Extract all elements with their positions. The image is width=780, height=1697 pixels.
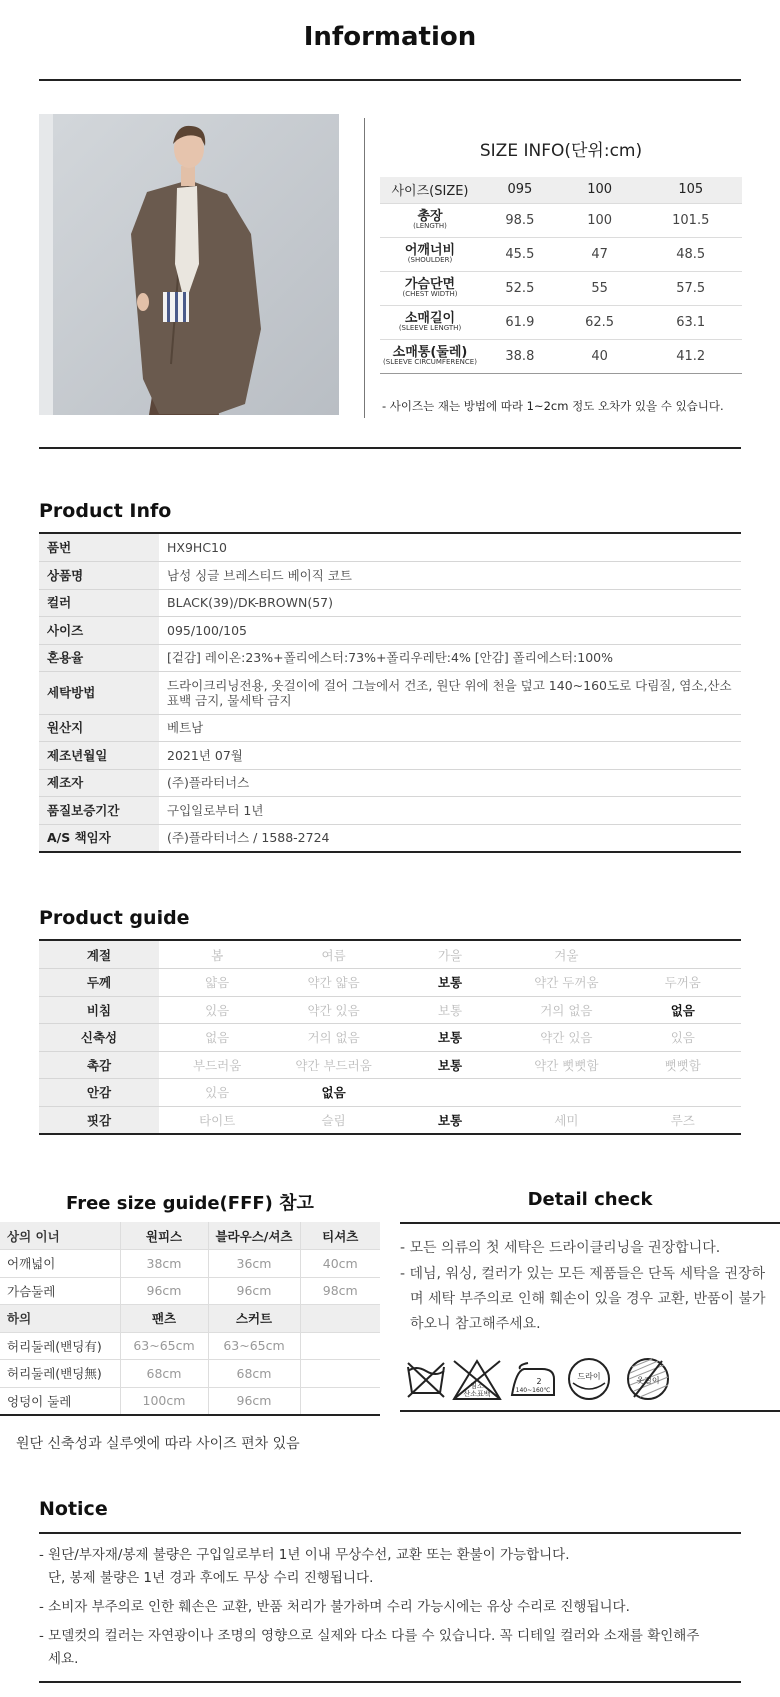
- free-size-note: 원단 신축성과 실루엣에 따라 사이즈 편차 있음: [16, 1436, 300, 1452]
- free-size-label: 어깨넓이: [0, 1250, 120, 1278]
- free-size-cell: 96cm: [208, 1277, 300, 1305]
- free-size-cell: 40cm: [300, 1250, 380, 1278]
- size-label-en: (SLEEVE LENGTH): [398, 324, 462, 333]
- size-value: 40: [560, 339, 640, 373]
- size-value: 61.9: [480, 305, 560, 339]
- table-row: [39, 644, 741, 671]
- free-size-cell: [300, 1332, 380, 1360]
- guide-option: 슬림: [275, 1106, 391, 1134]
- table-row: [39, 714, 741, 741]
- free-size-row: [0, 1222, 380, 1250]
- size-value: 101.5: [639, 203, 742, 237]
- product-info-title: Product Info: [39, 500, 172, 522]
- iron-icon: [512, 1363, 554, 1395]
- size-row-label: [380, 305, 480, 339]
- dry-label: 드라이: [577, 1372, 601, 1381]
- guide-row: [39, 969, 741, 997]
- size-header-cell: 사이즈(SIZE): [380, 177, 480, 203]
- size-value: 52.5: [480, 271, 560, 305]
- guide-option: 있음: [159, 1079, 275, 1107]
- hanger-dry-icon: [628, 1359, 668, 1399]
- care-icons: [404, 1355, 694, 1409]
- free-size-row: [0, 1332, 380, 1360]
- size-row-label: [380, 339, 480, 373]
- size-label-en: (CHEST WIDTH): [402, 290, 458, 299]
- guide-option: 보통: [392, 996, 508, 1024]
- guide-option: 약간 두꺼움: [508, 969, 624, 997]
- size-label-en: (SLEEVE CIRCUMFERENCE): [383, 358, 477, 367]
- notice-line: 단, 봉제 불량은 1년 경과 후에도 무상 수리 진행됩니다.: [48, 1570, 374, 1586]
- detail-line: 하오니 참고해주세요.: [410, 1316, 541, 1332]
- guide-option: 약간 부드러움: [275, 1051, 391, 1079]
- info-key: 품번: [39, 534, 159, 561]
- guide-option: 약간 있음: [275, 996, 391, 1024]
- guide-option: 있음: [159, 996, 275, 1024]
- guide-option: 없음: [159, 1024, 275, 1052]
- free-size-cell: 68cm: [208, 1360, 300, 1388]
- size-label-ko: 총장: [417, 208, 443, 224]
- free-size-cell: 98cm: [300, 1277, 380, 1305]
- guide-option: 약간 뻣뻣함: [508, 1051, 624, 1079]
- bleach-label: 염소 산소표백: [463, 1382, 491, 1398]
- info-key: 혼용율: [39, 644, 159, 671]
- info-key: 제조년월일: [39, 741, 159, 769]
- info-key: 세탁방법: [39, 671, 159, 714]
- size-value: 63.1: [639, 305, 742, 339]
- free-size-cell: 팬츠: [120, 1305, 208, 1333]
- detail-line: - 모든 의류의 첫 세탁은 드라이클리닝을 권장합니다.: [400, 1240, 721, 1256]
- notice-title: Notice: [39, 1498, 108, 1520]
- guide-key: 계절: [39, 941, 159, 969]
- guide-option: 거의 없음: [275, 1024, 391, 1052]
- size-row-label: [380, 271, 480, 305]
- divider: [39, 447, 741, 449]
- guide-option: 약간 얇음: [275, 969, 391, 997]
- table-row: [39, 534, 741, 561]
- size-label-ko: 가슴단면: [404, 276, 456, 292]
- free-size-cell: 블라우스/셔츠: [208, 1222, 300, 1250]
- info-key: 원산지: [39, 714, 159, 741]
- guide-option: 부드러움: [159, 1051, 275, 1079]
- size-row: [380, 305, 742, 339]
- info-value: 남성 싱글 브레스티드 베이직 코트: [159, 561, 741, 589]
- guide-option: 약간 있음: [508, 1024, 624, 1052]
- free-size-cell: 68cm: [120, 1360, 208, 1388]
- size-label-en: (LENGTH): [413, 222, 447, 231]
- size-row: [380, 203, 742, 237]
- size-info-title: SIZE INFO(단위:cm): [479, 141, 643, 161]
- info-key: 상품명: [39, 561, 159, 589]
- info-value: HX9HC10: [159, 534, 741, 561]
- size-value: 98.5: [480, 203, 560, 237]
- info-value: (주)플라터너스 / 1588-2724: [159, 824, 741, 852]
- size-header-cell: 100: [560, 177, 640, 203]
- divider: [39, 79, 741, 81]
- free-size-cell: 63~65cm: [120, 1332, 208, 1360]
- size-row: [380, 339, 742, 373]
- info-key: 컬러: [39, 589, 159, 616]
- free-size-label: 하의: [0, 1305, 120, 1333]
- size-value: 57.5: [639, 271, 742, 305]
- detail-line: 며 세탁 부주의로 인해 훼손이 있을 경우 교환, 반품이 불가: [410, 1291, 766, 1307]
- guide-option: 보통: [392, 1106, 508, 1134]
- size-value: 45.5: [480, 237, 560, 271]
- notice-line: 세요.: [48, 1651, 79, 1667]
- guide-option: 세미: [508, 1106, 624, 1134]
- info-value: [겉감] 레이온:23%+폴리에스터:73%+폴리우레탄:4% [안감] 폴리에스터:100%: [159, 644, 741, 671]
- size-value: 41.2: [639, 339, 742, 373]
- info-value: 2021년 07월: [159, 741, 741, 769]
- hanger-label: 옷걸이: [636, 1376, 660, 1385]
- size-value: 48.5: [639, 237, 742, 271]
- info-key: 제조자: [39, 769, 159, 796]
- size-label-ko: 소매통(둘레): [392, 344, 468, 360]
- guide-option: [625, 1079, 741, 1107]
- guide-option: 두꺼움: [625, 969, 741, 997]
- product-info-table: [39, 534, 741, 853]
- guide-key: 촉감: [39, 1051, 159, 1079]
- free-size-row: [0, 1360, 380, 1388]
- size-value: 47: [560, 237, 640, 271]
- guide-option: 뻣뻣함: [625, 1051, 741, 1079]
- size-table: [380, 177, 742, 374]
- table-row: [39, 824, 741, 852]
- vertical-divider: [364, 118, 365, 418]
- notice-line: - 원단/부자재/봉제 불량은 구입일로부터 1년 이내 무상수선, 교환 또는 환불이 가능합니다.: [39, 1547, 570, 1563]
- free-size-cell: 티셔츠: [300, 1222, 380, 1250]
- size-row: [380, 271, 742, 305]
- product-guide-title: Product guide: [39, 907, 190, 929]
- free-size-row: [0, 1250, 380, 1278]
- size-value: 38.8: [480, 339, 560, 373]
- notice-line: - 모델컷의 컬러는 자연광이나 조명의 영향으로 실제와 다소 다를 수 있습니다. 꼭 디테일 컬러와 소재를 확인해주: [39, 1628, 700, 1644]
- free-size-cell: 원피스: [120, 1222, 208, 1250]
- model-photo: [39, 114, 339, 415]
- free-size-cell: 36cm: [208, 1250, 300, 1278]
- size-label-ko: 어깨너비: [404, 242, 456, 258]
- free-size-cell: [300, 1305, 380, 1333]
- guide-key: 비침: [39, 996, 159, 1024]
- free-size-cell: 38cm: [120, 1250, 208, 1278]
- guide-option: 가을: [392, 941, 508, 969]
- guide-option: 있음: [625, 1024, 741, 1052]
- detail-line: - 데님, 워싱, 컬러가 있는 모든 제품들은 단독 세탁을 권장하: [400, 1266, 766, 1282]
- table-row: [39, 561, 741, 589]
- free-size-row: [0, 1277, 380, 1305]
- size-header-row: [380, 177, 742, 203]
- dry-clean-icon: [569, 1359, 609, 1399]
- guide-key: 신축성: [39, 1024, 159, 1052]
- iron-temp: 140~160℃: [515, 1387, 551, 1394]
- guide-key: 두께: [39, 969, 159, 997]
- guide-row: [39, 1106, 741, 1134]
- guide-option: 보통: [392, 1024, 508, 1052]
- free-size-label: 상의 이너: [0, 1222, 120, 1250]
- guide-option: 보통: [392, 1051, 508, 1079]
- guide-option: [392, 1079, 508, 1107]
- guide-option: [508, 1079, 624, 1107]
- free-size-cell: 100cm: [120, 1387, 208, 1415]
- table-row: [39, 616, 741, 644]
- free-size-label: 가슴둘레: [0, 1277, 120, 1305]
- free-size-title: Free size guide(FFF) 참고: [66, 1193, 314, 1214]
- guide-option: 봄: [159, 941, 275, 969]
- size-label-ko: 소매길이: [404, 310, 456, 326]
- model-illustration: [39, 114, 339, 415]
- guide-option: 루즈: [625, 1106, 741, 1134]
- info-value: 베트남: [159, 714, 741, 741]
- iron-level: 2: [536, 1377, 542, 1386]
- guide-option: 없음: [275, 1079, 391, 1107]
- size-header-cell: 095: [480, 177, 560, 203]
- info-key: 품질보증기간: [39, 796, 159, 824]
- free-size-label: 엉덩이 둘레: [0, 1387, 120, 1415]
- notice-line: - 소비자 부주의로 인한 훼손은 교환, 반품 처리가 불가하며 수리 가능시에는 유상 수리로 진행됩니다.: [39, 1599, 630, 1615]
- info-value: BLACK(39)/DK-BROWN(57): [159, 589, 741, 616]
- guide-option: 없음: [625, 996, 741, 1024]
- guide-row: [39, 996, 741, 1024]
- product-guide-table: [39, 941, 741, 1135]
- info-key: 사이즈: [39, 616, 159, 644]
- info-value: 095/100/105: [159, 616, 741, 644]
- free-size-cell: [300, 1387, 380, 1415]
- size-label-en: (SHOULDER): [407, 256, 453, 265]
- guide-option: 겨울: [508, 941, 624, 969]
- guide-option: [625, 941, 741, 969]
- care-icons-svg: [404, 1355, 694, 1405]
- size-row: [380, 237, 742, 271]
- no-bleach-icon: [454, 1361, 500, 1399]
- free-size-row: [0, 1387, 380, 1415]
- info-value: 드라이크리닝전용, 옷걸이에 걸어 그늘에서 건조, 원단 위에 천을 덮고 140~160도로 다림질, 염소,산소표백 금지, 물세탁 금지: [159, 671, 741, 714]
- free-size-cell: 스커트: [208, 1305, 300, 1333]
- free-size-row: [0, 1305, 380, 1333]
- guide-row: [39, 1024, 741, 1052]
- size-note: - 사이즈는 재는 방법에 따라 1~2cm 정도 오차가 있을 수 있습니다.: [382, 399, 724, 413]
- free-size-cell: 63~65cm: [208, 1332, 300, 1360]
- size-value: 100: [560, 203, 640, 237]
- free-size-label: 허리둘레(밴딩有): [0, 1332, 120, 1360]
- no-wash-icon: [408, 1363, 444, 1397]
- guide-key: 안감: [39, 1079, 159, 1107]
- info-value: (주)플라터너스: [159, 769, 741, 796]
- table-row: [39, 589, 741, 616]
- guide-option: 타이트: [159, 1106, 275, 1134]
- guide-row: [39, 1051, 741, 1079]
- guide-row: [39, 1079, 741, 1107]
- free-size-cell: [300, 1360, 380, 1388]
- table-row: [39, 769, 741, 796]
- size-row-label: [380, 203, 480, 237]
- guide-option: 보통: [392, 969, 508, 997]
- free-size-cell: 96cm: [120, 1277, 208, 1305]
- guide-key: 핏감: [39, 1106, 159, 1134]
- info-key: A/S 책임자: [39, 824, 159, 852]
- information-title: Information: [303, 22, 477, 52]
- size-value: 55: [560, 271, 640, 305]
- size-value: 62.5: [560, 305, 640, 339]
- free-size-table: [0, 1222, 380, 1416]
- table-row: [39, 796, 741, 824]
- guide-option: 거의 없음: [508, 996, 624, 1024]
- guide-option: 여름: [275, 941, 391, 969]
- free-size-cell: 96cm: [208, 1387, 300, 1415]
- free-size-label: 허리둘레(밴딩無): [0, 1360, 120, 1388]
- size-header-cell: 105: [639, 177, 742, 203]
- guide-row: [39, 941, 741, 969]
- table-row: [39, 671, 741, 714]
- table-row: [39, 741, 741, 769]
- info-value: 구입일로부터 1년: [159, 796, 741, 824]
- guide-option: 얇음: [159, 969, 275, 997]
- detail-check-title: Detail check: [527, 1189, 653, 1210]
- size-row-label: [380, 237, 480, 271]
